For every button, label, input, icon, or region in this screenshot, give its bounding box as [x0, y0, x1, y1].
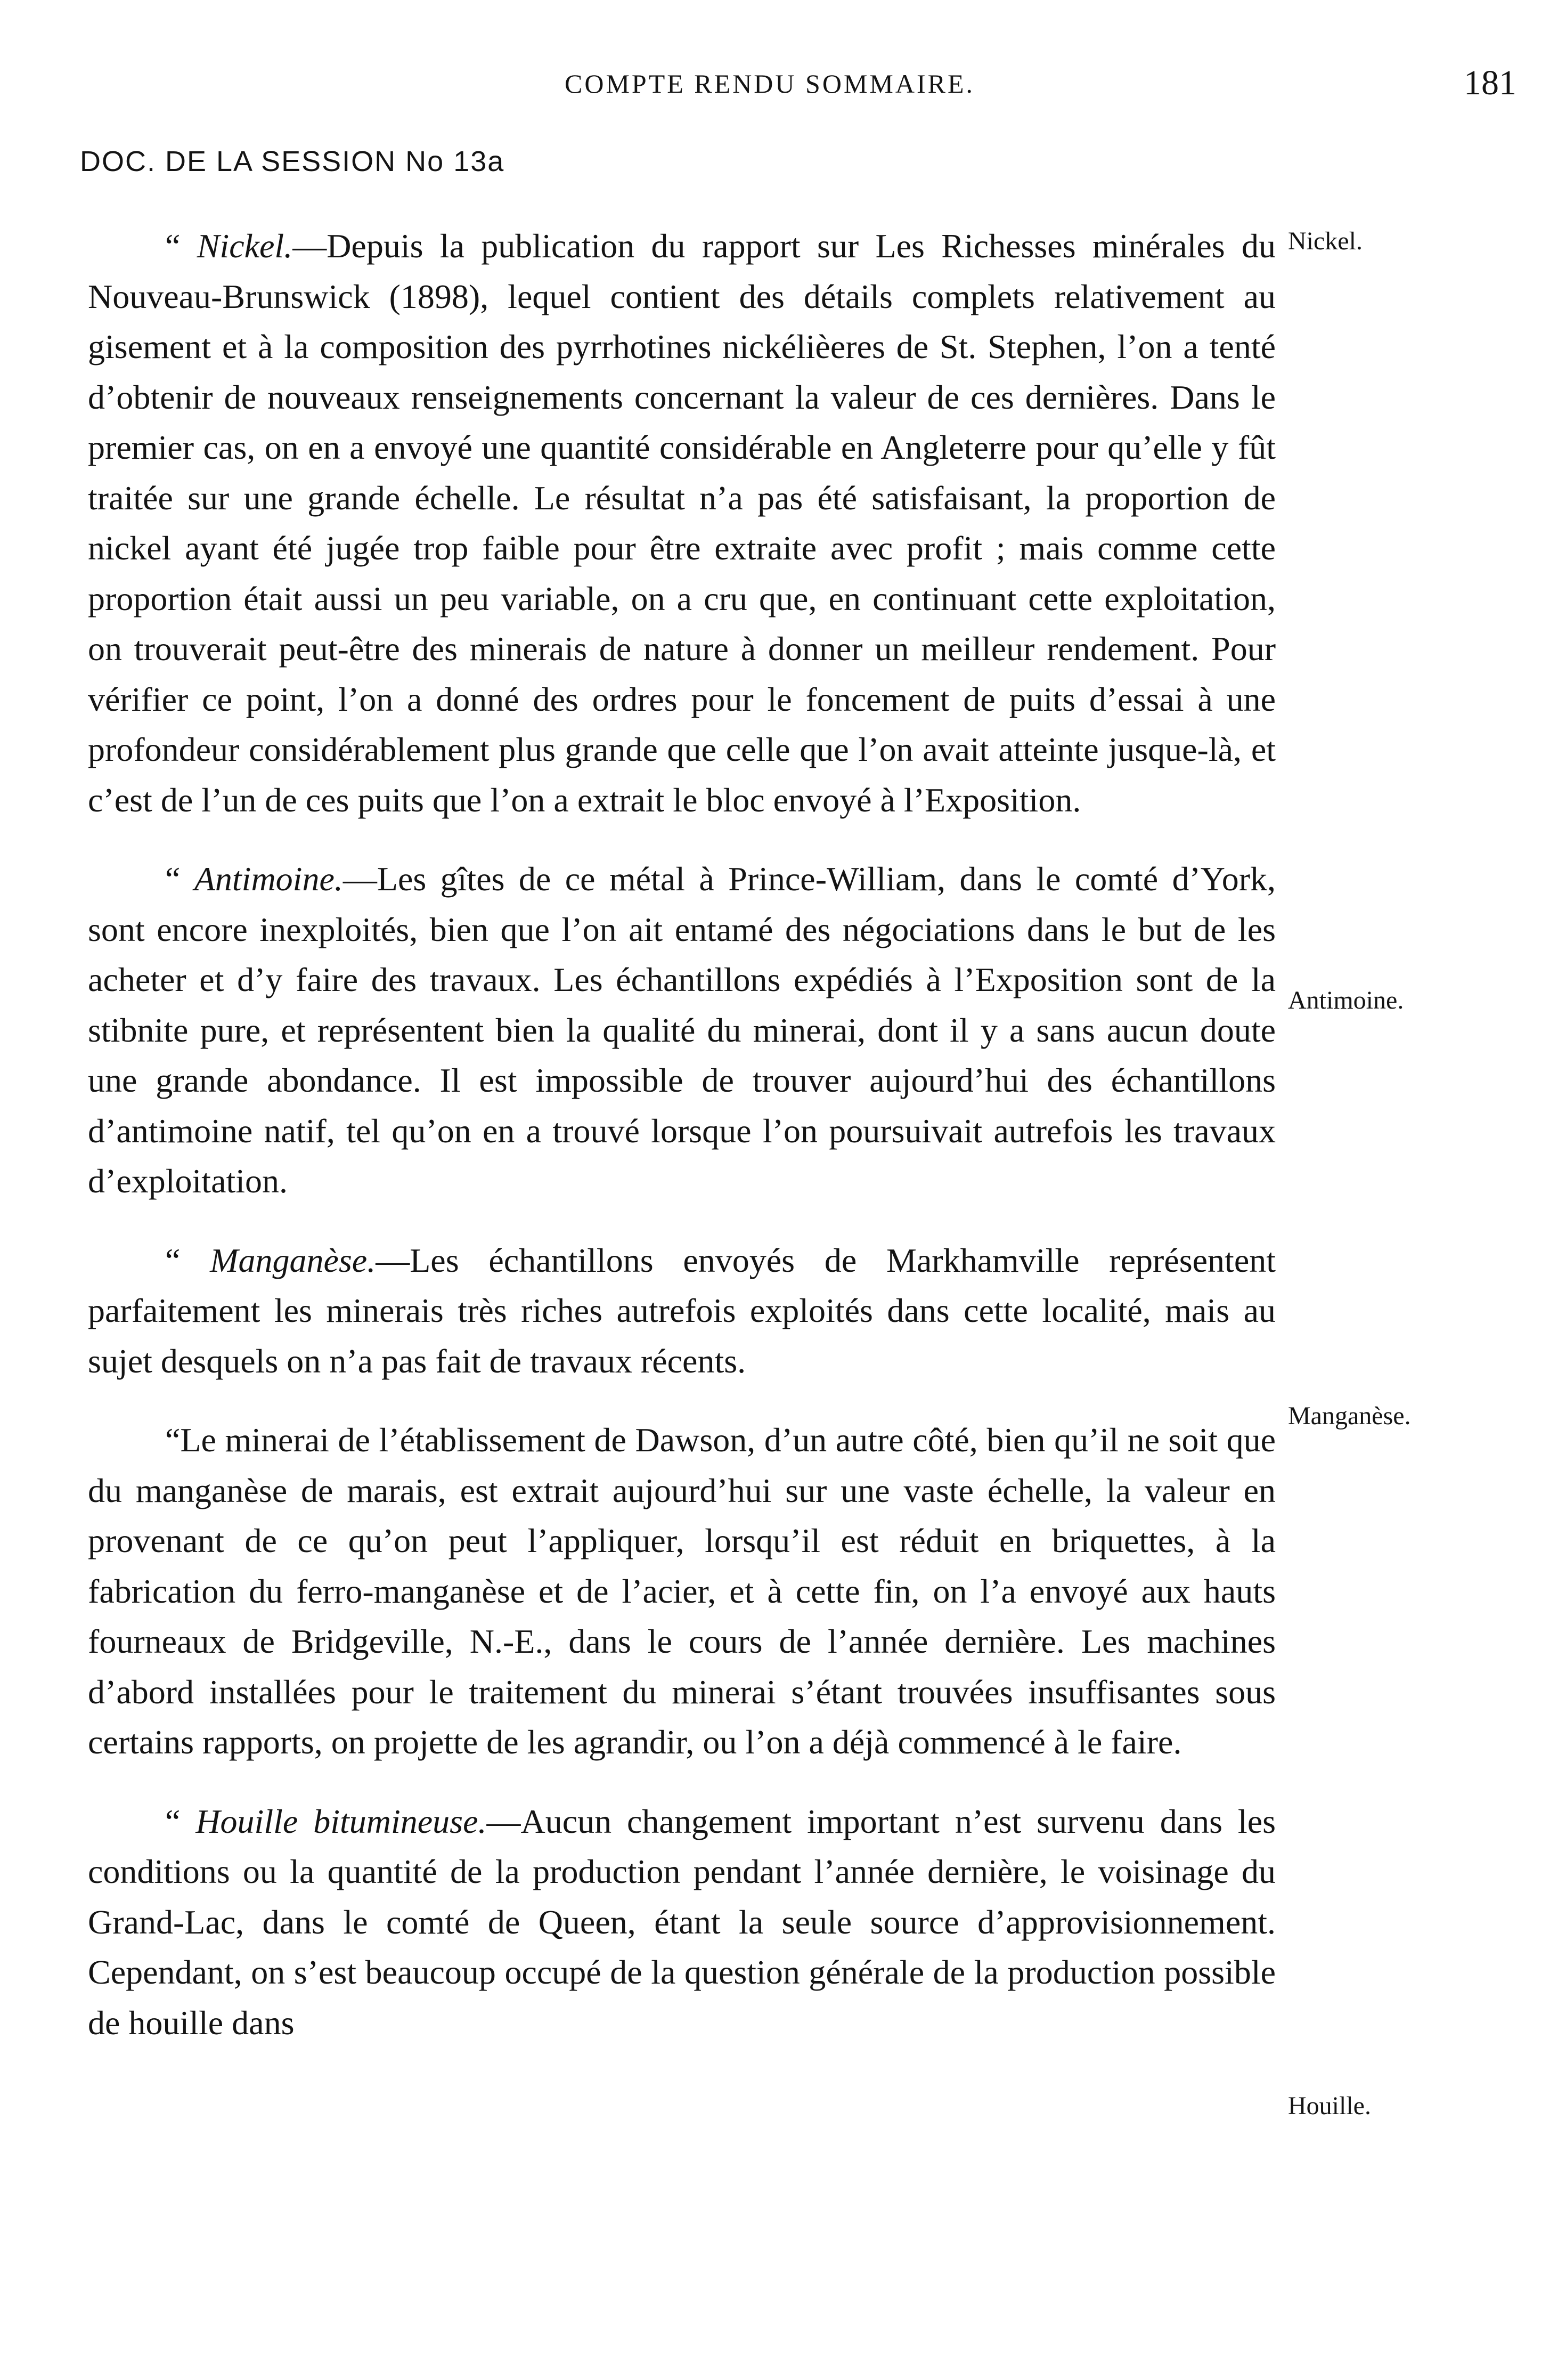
paragraph-antimoine	[88, 854, 1276, 1207]
open-quote: “	[165, 1241, 210, 1279]
open-quote: “	[165, 227, 197, 265]
paragraph-nickel	[88, 221, 1276, 825]
margin-note-houille: Houille.	[1288, 2092, 1371, 2120]
paragraph-text: —Les gîtes de ce métal à Prince-William, dans le comté d’York, sont encore inexploités, bien que l’on ait entamé des négociations dans le but de les acheter et d’y faire des travaux. Les échantillons expédiés à l’Exposition sont de la stibnite pure, et représentent bien la qualité du minerai, dont il y a sans aucun doute une grande abondance. Il est impossible de trouver aujourd’hui des échantillons d’antimoine natif, tel qu’on en a trouvé lorsque l’on poursuivait autrefois les travaux d’exploitation.	[88, 860, 1276, 1200]
margin-note-nickel: Nickel.	[1288, 227, 1363, 255]
paragraph-houille	[88, 1797, 1276, 2049]
session-document-reference: DOC. DE LA SESSION No 13a	[80, 145, 505, 177]
section-lead-nickel: Nickel.	[197, 227, 293, 265]
body-text-column	[88, 221, 1276, 2077]
section-lead-manganese: Manganèse.	[210, 1241, 376, 1279]
section-lead-houille: Houille bitumineuse.	[195, 1802, 487, 1840]
page-number: 181	[1464, 63, 1516, 102]
paragraph-text: —Les échantillons envoyés de Markhamville représentent parfaitement les minerais très riches autrefois exploités dans cette localité, mais au sujet desquels on n’a pas fait de travaux récents.	[88, 1241, 1276, 1380]
running-head: COMPTE RENDU SOMMAIRE.	[565, 69, 975, 99]
paragraph-manganese	[88, 1236, 1276, 1387]
open-quote: “	[165, 860, 194, 898]
paragraph-dawson	[88, 1415, 1276, 1768]
paragraph-text: —Aucun changement important n’est survenu dans les conditions ou la quantité de la production pendant l’année dernière, le voisinage du Grand-Lac, dans le comté de Queen, étant la seule source d’approvisionnement. Cependant, on s’est beaucoup occupé de la question générale de la production possible de houille dans	[88, 1802, 1276, 2042]
section-lead-antimoine: Antimoine.	[194, 860, 343, 898]
margin-note-antimoine: Antimoine.	[1288, 986, 1404, 1014]
paragraph-text: Le minerai de l’établissement de Dawson, d’un autre côté, bien qu’il ne soit que du manganèse de marais, est extrait aujourd’hui sur une vaste échelle, la valeur en provenant de ce qu’on peut l’appliquer, lorsqu’il est réduit en briquettes, à la fabrication du ferro-manganèse et de l’acier, et à cette fin, on l’a envoyé aux hauts fourneaux de Bridgeville, N.-E., dans le cours de l’année dernière. Les machines d’abord installées pour le traitement du minerai s’étant trouvées insuffisantes sous certains rapports, on projette de les agrandir, ou l’on a déjà commencé à le faire.	[88, 1421, 1276, 1761]
paragraph-text: —Depuis la publication du rapport sur Les Richesses minérales du Nouveau-Brunswick (1898), lequel contient des détails complets relativement au gisement et à la composition des pyrrhotines nickélièeres de St. Stephen, l’on a tenté d’obtenir de nouveaux renseignements concernant la valeur de ces dernières. Dans le premier cas, on en a envoyé une quantité considérable en Angleterre pour qu’elle y fût traitée sur une grande échelle. Le résultat n’a pas été satisfaisant, la proportion de nickel ayant été jugée trop faible pour être extraite avec profit ; mais comme cette proportion était aussi un peu variable, on a cru que, en continuant cette exploitation, on trouverait peut-être des minerais de nature à donner un meilleur rendement. Pour vérifier ce point, l’on a donné des ordres pour le foncement de puits d’essai à une profondeur considérablement plus grande que celle que l’on avait atteinte jusque-là, et c’est de l’un de ces puits que l’on a extrait le bloc envoyé à l’Exposition.	[88, 227, 1276, 819]
open-quote: “	[165, 1802, 196, 1840]
open-quote: “	[165, 1421, 181, 1459]
margin-note-manganese: Manganèse.	[1288, 1402, 1411, 1430]
